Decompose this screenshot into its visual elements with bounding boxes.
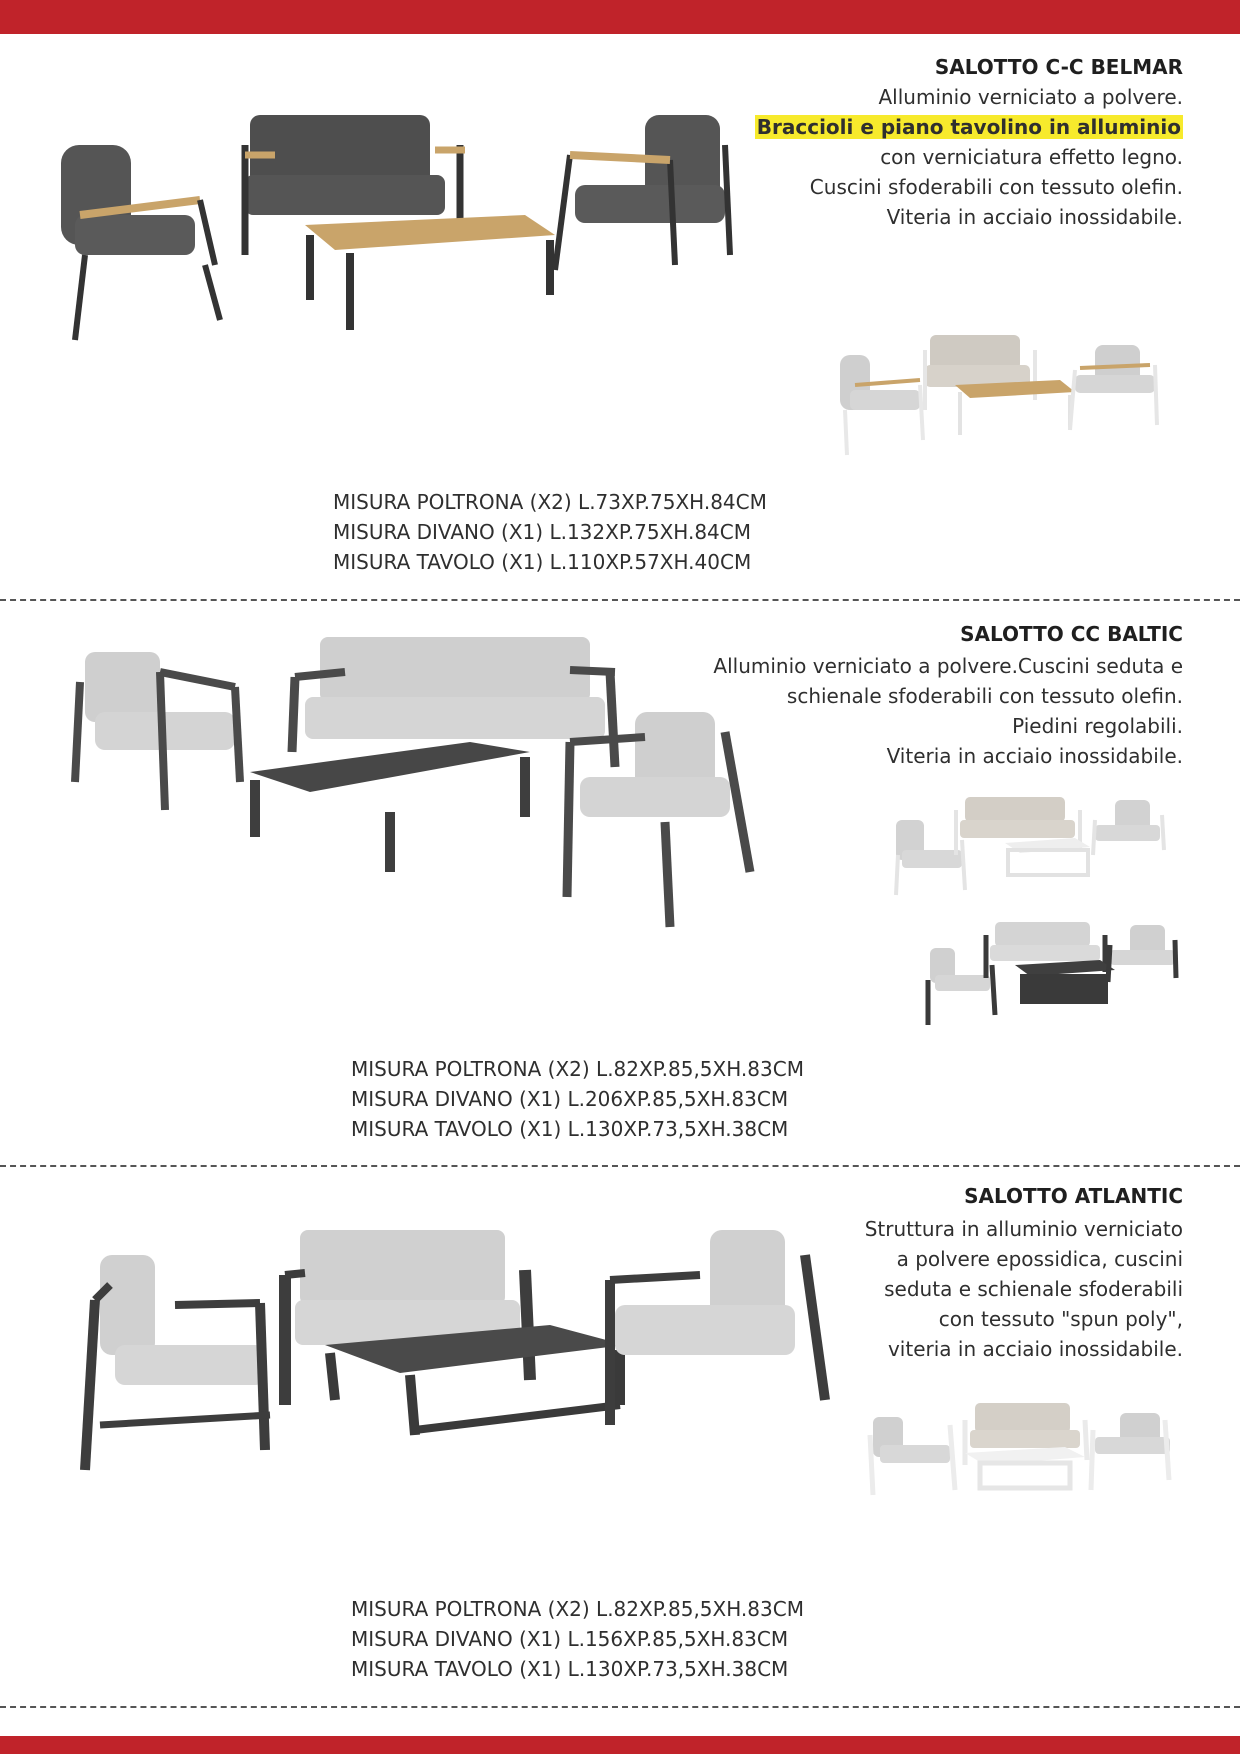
armchair-right (1070, 345, 1157, 430)
armchair-right (555, 115, 730, 270)
product-sizes (351, 1054, 804, 1144)
size-line: MISURA POLTRONA (X2) L.82XP.85,5XH.83CM (351, 1057, 804, 1081)
description-line: schienale sfoderabili con tessuto olefin. (786, 684, 1183, 708)
baltic-white-variant-photo (890, 795, 1170, 910)
armchair-left (870, 1417, 955, 1495)
size-line: MISURA TAVOLO (X1) L.130XP.73,5XH.38CM (351, 1657, 789, 1681)
armchair-left (85, 1255, 270, 1470)
armchair-left (840, 355, 923, 455)
section-divider (0, 1165, 1240, 1167)
atlantic-white-variant-photo (865, 1395, 1175, 1500)
top-red-band (0, 0, 1240, 34)
product-title: SALOTTO ATLANTIC (964, 1184, 1183, 1208)
baltic-main-photo (70, 632, 790, 942)
armchair-right (1108, 925, 1176, 982)
armchair-right (567, 712, 750, 927)
belmar-white-variant-photo (835, 330, 1175, 465)
armchair-right (1091, 1413, 1170, 1490)
belmar-main-photo (55, 105, 755, 345)
sofa (925, 335, 1035, 410)
description-line: Alluminio verniciato a polvere. (878, 85, 1183, 109)
armchair-left (61, 145, 220, 340)
bottom-red-band (0, 1736, 1240, 1754)
section-divider (0, 599, 1240, 601)
description-line: Piedini regolabili. (1012, 714, 1183, 738)
product-description (755, 82, 1183, 232)
coffee-table (325, 1325, 625, 1435)
description-line: viteria in acciaio inossidabile. (887, 1337, 1183, 1361)
description-line: con tessuto "spun poly", (938, 1307, 1183, 1331)
description-line: Viteria in acciaio inossidabile. (886, 744, 1183, 768)
size-line: MISURA TAVOLO (X1) L.110XP.57XH.40CM (333, 550, 752, 574)
product-title: SALOTTO CC BALTIC (960, 622, 1183, 646)
description-line: Alluminio verniciato a polvere.Cuscini seduta e (713, 654, 1183, 678)
size-line: MISURA DIVANO (X1) L.206XP.85,5XH.83CM (351, 1087, 789, 1111)
coffee-table (250, 742, 530, 872)
coffee-table (305, 215, 555, 330)
description-line: con verniciatura effetto legno. (880, 145, 1183, 169)
product-sizes (333, 487, 767, 577)
description-line: Viteria in acciaio inossidabile. (886, 205, 1183, 229)
armchair-right (1093, 800, 1164, 855)
coffee-table (1015, 960, 1115, 1004)
size-line: MISURA TAVOLO (X1) L.130XP.73,5XH.38CM (351, 1117, 789, 1141)
atlantic-main-photo (80, 1225, 840, 1485)
size-line: MISURA POLTRONA (X2) L.82XP.85,5XH.83CM (351, 1597, 804, 1621)
size-line: MISURA DIVANO (X1) L.132XP.75XH.84CM (333, 520, 751, 544)
description-line: seduta e schienale sfoderabili (884, 1277, 1183, 1301)
description-line: Cuscini sfoderabili con tessuto olefin. (809, 175, 1183, 199)
product-sizes (351, 1594, 804, 1684)
product-description (865, 1214, 1183, 1364)
size-line: MISURA DIVANO (X1) L.156XP.85,5XH.83CM (351, 1627, 789, 1651)
size-line: MISURA POLTRONA (X2) L.73XP.75XH.84CM (333, 490, 767, 514)
coffee-table (1005, 838, 1090, 875)
description-line: a polvere epossidica, cuscini (896, 1247, 1183, 1271)
armchair-left (75, 652, 240, 810)
description-line: Struttura in alluminio verniciato (864, 1217, 1183, 1241)
section-divider (0, 1706, 1240, 1708)
coffee-table (955, 380, 1075, 435)
armchair-right (610, 1230, 825, 1425)
highlighted-description-line: Braccioli e piano tavolino in alluminio (756, 115, 1181, 139)
product-title: SALOTTO C-C BELMAR (934, 55, 1183, 79)
baltic-dark-variant-photo (920, 920, 1180, 1030)
coffee-table (965, 1447, 1085, 1488)
